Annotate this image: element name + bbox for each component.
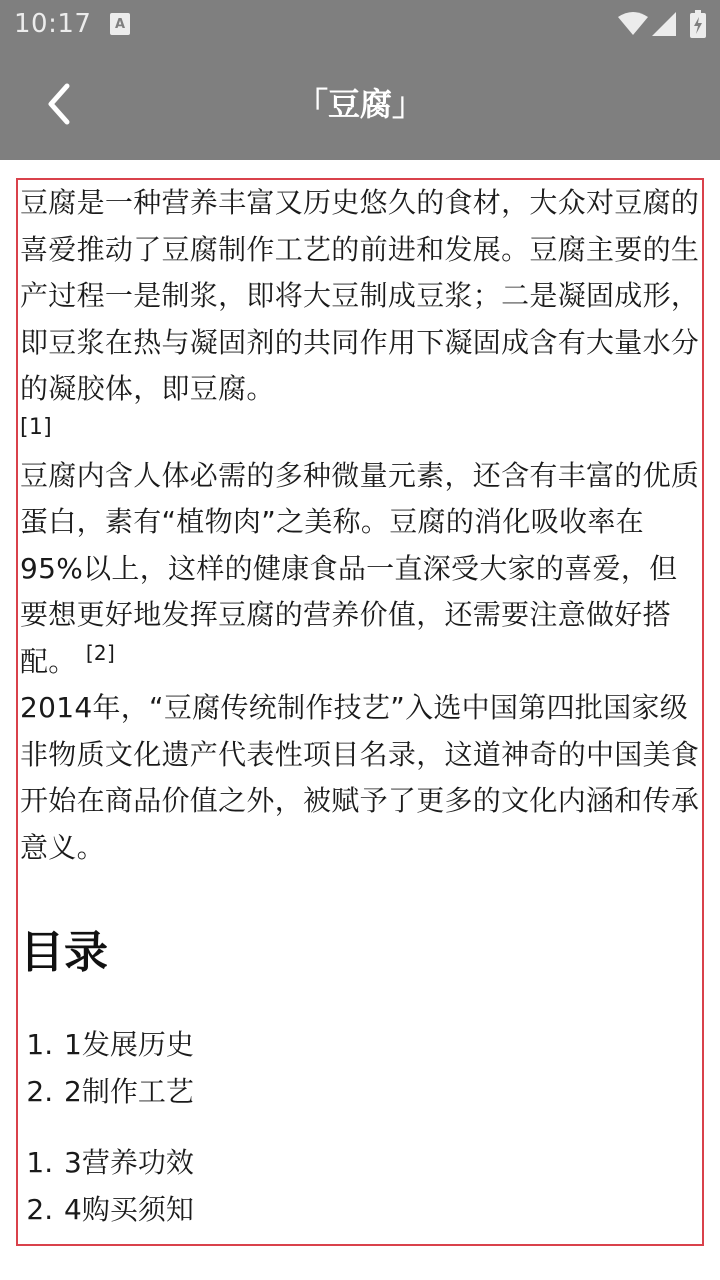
toc-link[interactable]: 1发展历史 xyxy=(64,1028,194,1061)
wifi-icon xyxy=(618,12,648,36)
svg-text:A: A xyxy=(114,17,126,32)
paragraph-text: 2014年，“豆腐传统制作技艺”入选中国第四批国家级非物质文化遗产代表性项目名录，这道神奇的中国美食开始在商品价值之外，被赋予了更多的文化内涵和传承意义。 xyxy=(20,691,700,864)
page-title: 「豆腐」 xyxy=(295,85,424,123)
toc-link[interactable]: 4购买须知 xyxy=(64,1193,194,1226)
toc-item[interactable] xyxy=(62,1021,702,1068)
article-paragraph-3 xyxy=(18,685,702,871)
reference-link-1[interactable]: [1] xyxy=(20,414,53,440)
paragraph-text: 豆腐是一种营养丰富又历史悠久的食材，大众对豆腐的喜爱推动了豆腐制作工艺的前进和发展。豆腐主要的生产过程一是制浆，即将大豆制成豆浆；二是凝固成形，即豆浆在热与凝固剂的共同作用下凝固成含有大量水分的凝胶体，即豆腐。 xyxy=(20,186,700,405)
article-content xyxy=(16,178,704,1246)
toc-item[interactable] xyxy=(62,1186,702,1233)
toc-link[interactable]: 3营养功效 xyxy=(64,1146,194,1179)
toc-item[interactable] xyxy=(62,1139,702,1186)
status-time: 10:17 xyxy=(14,9,92,39)
toc-link[interactable]: 2制作工艺 xyxy=(64,1075,194,1108)
toc-item[interactable] xyxy=(62,1068,702,1115)
paragraph-text: 豆腐内含人体必需的多种微量元素，还含有丰富的优质蛋白，素有“植物肉”之美称。豆腐的消化吸收率在95%以上，这样的健康食品一直深受大家的喜爱，但要想更好地发挥豆腐的营养价值，还需要注意做好搭配。 xyxy=(20,458,700,678)
app-bar xyxy=(0,48,720,160)
toc-heading: 目录 xyxy=(20,927,108,978)
toc-list-2 xyxy=(18,1139,702,1233)
status-bar xyxy=(0,0,720,48)
reference-link-2[interactable]: [2] xyxy=(85,640,116,665)
cell-signal-icon xyxy=(652,12,676,36)
toc-list-1 xyxy=(18,1021,702,1115)
battery-icon xyxy=(690,10,706,38)
article-paragraph-1 xyxy=(18,180,702,443)
text-a-icon xyxy=(110,13,130,35)
article-paragraph-2 xyxy=(18,453,702,686)
